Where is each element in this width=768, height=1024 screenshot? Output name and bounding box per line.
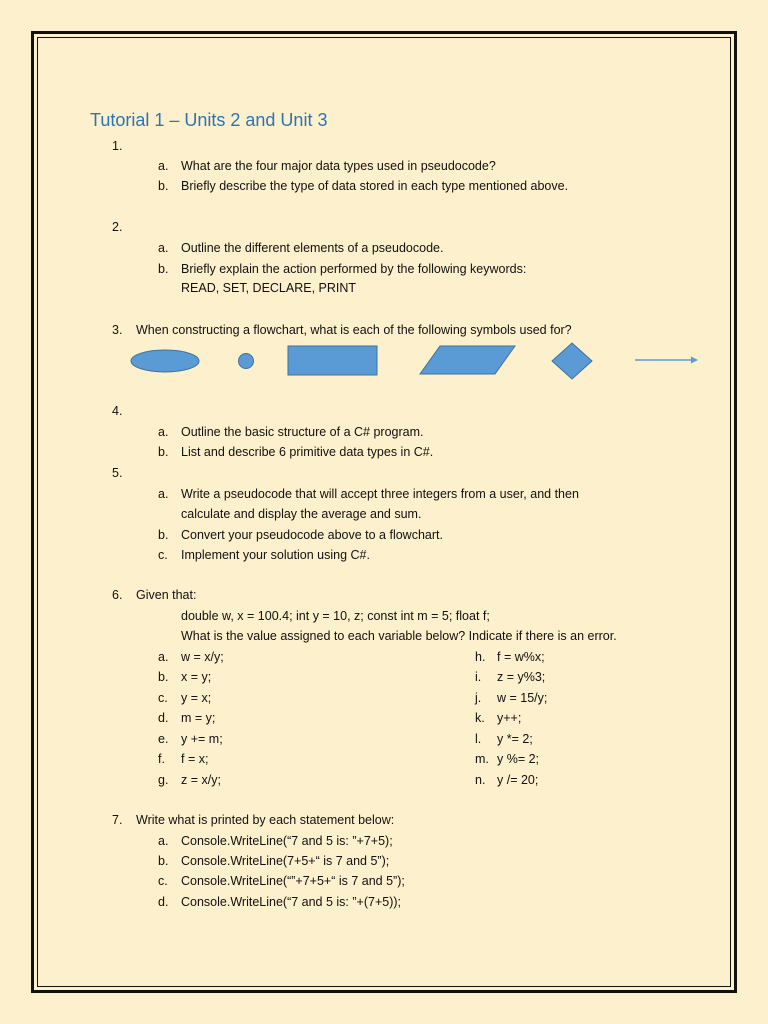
q6-item: y++; bbox=[497, 711, 522, 725]
q6-item: y /= 20; bbox=[497, 773, 539, 787]
q1-b-label: b. bbox=[158, 179, 169, 193]
q7-item-label: d. bbox=[158, 895, 169, 909]
q7-item: Console.WriteLine(“”+7+5+“ is 7 and 5”); bbox=[181, 874, 405, 888]
q7-item: Console.WriteLine(“7 and 5 is: ”+7+5); bbox=[181, 834, 393, 848]
q3-number: 3. bbox=[112, 323, 123, 337]
q6-item: y *= 2; bbox=[497, 732, 533, 746]
q5-c-text: Implement your solution using C#. bbox=[181, 548, 370, 562]
q6-declaration: double w, x = 100.4; int y = 10, z; const int m = 5; float f; bbox=[181, 609, 490, 623]
q6-item-label: f. bbox=[158, 752, 165, 766]
q5-c-label: c. bbox=[158, 548, 168, 562]
q6-item: y += m; bbox=[181, 732, 223, 746]
page-title: Tutorial 1 – Units 2 and Unit 3 bbox=[90, 110, 328, 130]
q2-number: 2. bbox=[112, 220, 123, 234]
q6-item-label: k. bbox=[475, 711, 485, 725]
q6-item: w = x/y; bbox=[181, 650, 224, 664]
q6-item-label: g. bbox=[158, 773, 169, 787]
q5-number: 5. bbox=[112, 466, 123, 480]
q7-item-label: c. bbox=[158, 874, 168, 888]
q6-item-label: m. bbox=[475, 752, 489, 766]
q6-item: f = w%x; bbox=[497, 650, 545, 664]
q6-item: w = 15/y; bbox=[497, 691, 548, 705]
q6-item-label: i. bbox=[475, 670, 482, 684]
q2-a-label: a. bbox=[158, 241, 169, 255]
terminator-ellipse-symbol bbox=[131, 350, 199, 372]
q6-item-label: h. bbox=[475, 650, 486, 664]
q2-b-label: b. bbox=[158, 262, 169, 276]
q6-item-label: n. bbox=[475, 773, 486, 787]
flowline-arrowhead bbox=[691, 357, 698, 364]
q7-item: Console.WriteLine(“7 and 5 is: ”+(7+5)); bbox=[181, 895, 402, 909]
q4-a-label: a. bbox=[158, 425, 169, 439]
q6-question: What is the value assigned to each variable below? Indicate if there is an error. bbox=[181, 629, 617, 643]
q6-item-label: l. bbox=[475, 732, 482, 746]
q6-item: m = y; bbox=[181, 711, 216, 725]
q4-b-label: b. bbox=[158, 445, 169, 459]
process-rectangle-symbol bbox=[288, 346, 377, 375]
q2-b-keywords: READ, SET, DECLARE, PRINT bbox=[181, 281, 357, 295]
q3-text: When constructing a flowchart, what is each of the following symbols used for? bbox=[136, 323, 572, 337]
q4-a-text: Outline the basic structure of a C# program. bbox=[181, 425, 424, 439]
q1-a-text: What are the four major data types used in pseudocode? bbox=[181, 159, 496, 173]
q6-item: z = x/y; bbox=[181, 773, 221, 787]
q7-item-label: a. bbox=[158, 834, 169, 848]
q5-b-text: Convert your pseudocode above to a flowchart. bbox=[181, 528, 443, 542]
q7-text: Write what is printed by each statement below: bbox=[136, 813, 395, 827]
q5-a-label: a. bbox=[158, 487, 169, 501]
q6-item: f = x; bbox=[181, 752, 209, 766]
input-output-parallelogram-symbol bbox=[420, 346, 515, 374]
decision-diamond-symbol bbox=[552, 343, 592, 379]
q5-b-label: b. bbox=[158, 528, 169, 542]
q1-b-text: Briefly describe the type of data stored in each type mentioned above. bbox=[181, 179, 569, 193]
q6-item-label: e. bbox=[158, 732, 169, 746]
q5-a-text-cont: calculate and display the average and sum. bbox=[181, 507, 422, 521]
q7-item-label: b. bbox=[158, 854, 169, 868]
q7-number: 7. bbox=[112, 813, 123, 827]
q6-text: Given that: bbox=[136, 588, 197, 602]
q6-item: y = x; bbox=[181, 691, 212, 705]
q6-item-label: a. bbox=[158, 650, 169, 664]
q6-item-label: b. bbox=[158, 670, 169, 684]
q6-item-label: d. bbox=[158, 711, 169, 725]
q6-item-label: c. bbox=[158, 691, 168, 705]
q4-number: 4. bbox=[112, 404, 123, 418]
q6-item: z = y%3; bbox=[497, 670, 546, 684]
q7-item: Console.WriteLine(7+5+“ is 7 and 5”); bbox=[181, 854, 390, 868]
q6-number: 6. bbox=[112, 588, 123, 602]
q5-a-text: Write a pseudocode that will accept three integers from a user, and then bbox=[181, 487, 579, 501]
q6-item: y %= 2; bbox=[497, 752, 540, 766]
connector-circle-symbol bbox=[239, 354, 254, 369]
q1-a-label: a. bbox=[158, 159, 169, 173]
q2-b-text: Briefly explain the action performed by the following keywords: bbox=[181, 262, 527, 276]
q6-item-label: j. bbox=[475, 691, 482, 705]
q2-a-text: Outline the different elements of a pseudocode. bbox=[181, 241, 444, 255]
q1-number: 1. bbox=[112, 139, 123, 153]
q6-item: x = y; bbox=[181, 670, 212, 684]
q4-b-text: List and describe 6 primitive data types in C#. bbox=[181, 445, 434, 459]
